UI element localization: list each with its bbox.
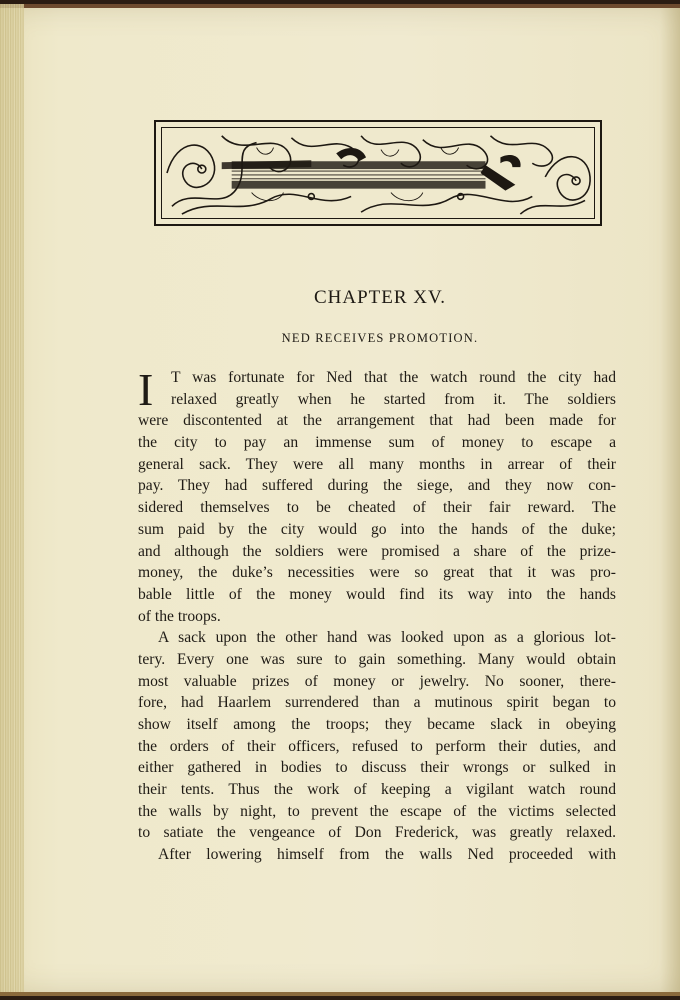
scrollwork-ornament-icon bbox=[162, 128, 594, 218]
text-line: and although the soldiers were promised a share of the prize- bbox=[138, 542, 616, 560]
page-binding-edge bbox=[0, 4, 24, 996]
text-line: of the troops. bbox=[138, 607, 221, 625]
text-line: sidered themselves to be cheated of their fair reward. The bbox=[138, 499, 616, 517]
text-line: general sack. They were all many months in arrear of their bbox=[138, 455, 616, 473]
text-line: most valuable prizes of money or jewelry. No sooner, there- bbox=[138, 672, 616, 690]
text-line: relaxed greatly when he started from it. The soldiers bbox=[171, 390, 616, 408]
page-bottom-edge bbox=[0, 992, 680, 996]
book-page bbox=[0, 4, 680, 996]
text-line: to satiate the vengeance of Don Frederick, was greatly relaxed. bbox=[138, 824, 616, 842]
text-line: tery. Every one was sure to gain something. Many would obtain bbox=[138, 650, 616, 668]
chapter-headpiece-ornament bbox=[154, 120, 602, 226]
text-line: bable little of the money would find its way into the hands bbox=[138, 585, 616, 603]
text-line: money, the duke’s necessities were so great that it was pro- bbox=[138, 564, 616, 582]
drop-cap-letter: I bbox=[138, 364, 154, 415]
text-line: T was fortunate for Ned that the watch round the city had bbox=[171, 369, 616, 386]
text-line: the orders of their officers, refused to perform their duties, and bbox=[138, 737, 616, 755]
text-line: After lowering himself from the walls Ned proceeded with bbox=[158, 846, 616, 864]
text-line: A sack upon the other hand was looked upon as a glorious lot- bbox=[158, 629, 616, 647]
text-line: show itself among the troops; they became slack in obeying bbox=[138, 716, 616, 733]
chapter-title: CHAPTER XV. bbox=[313, 287, 447, 308]
text-line: were discontented at the arrangement that had been made for bbox=[138, 412, 616, 430]
body-text bbox=[138, 364, 616, 866]
chapter-subtitle: NED RECEIVES PROMOTION. bbox=[281, 331, 479, 345]
page-top-edge bbox=[0, 4, 680, 8]
text-line: the walls by night, to prevent the escape of the victims selected bbox=[138, 802, 616, 820]
text-line: pay. They had suffered during the siege, and they now con- bbox=[138, 477, 616, 495]
text-line: either gathered in bodies to discuss their wrongs or sulked in bbox=[138, 759, 616, 777]
text-line: the city to pay an immense sum of money to escape a bbox=[138, 434, 616, 452]
text-line: their tents. Thus the work of keeping a vigilant watch round bbox=[138, 781, 616, 799]
text-line: fore, had Haarlem surrendered than a mutinous spirit began to bbox=[138, 694, 616, 712]
text-line: sum paid by the city would go into the hands of the duke; bbox=[138, 520, 616, 538]
